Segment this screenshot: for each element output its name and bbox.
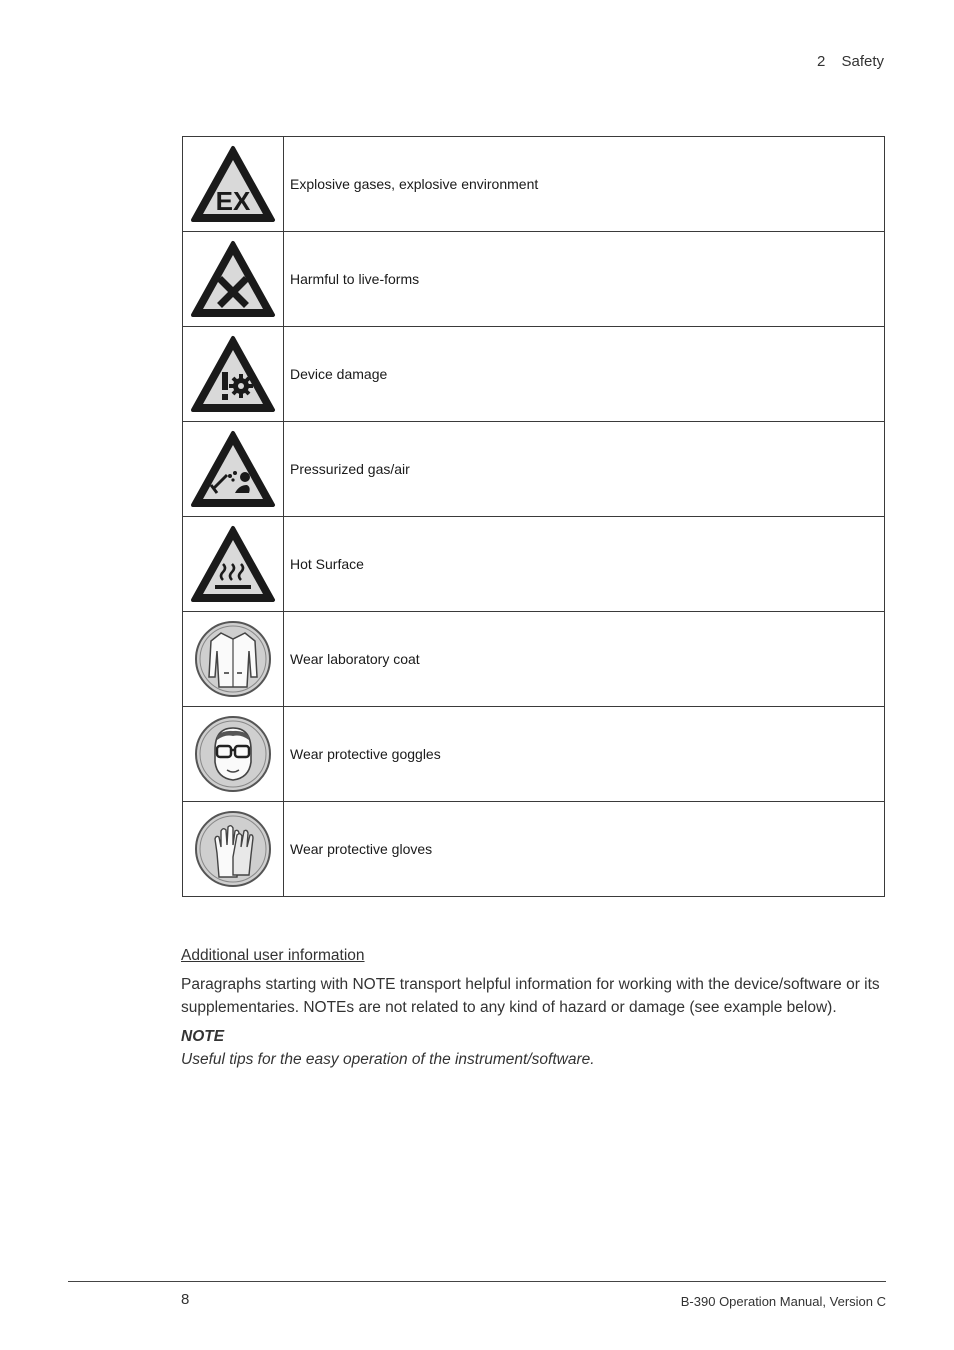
hot-surface-icon — [183, 524, 283, 604]
table-row — [183, 707, 885, 802]
page-number: 8 — [181, 1291, 190, 1308]
footer-divider — [68, 1281, 886, 1282]
symbol-label: Wear protective goggles — [284, 707, 885, 802]
symbol-label: Hot Surface — [284, 517, 885, 612]
section-paragraph: Paragraphs starting with NOTE transport helpful information for working with the device/software or its supplementaries. NOTEs are not related to any kind of hazard or damage (see example below). — [181, 976, 880, 1016]
chapter-number: 2 — [816, 53, 826, 70]
table-row — [183, 802, 885, 897]
section-heading: Additional user information — [181, 947, 365, 964]
table-row — [183, 517, 885, 612]
svg-text:EX: EX — [215, 186, 251, 216]
safety-symbols-table — [182, 136, 885, 897]
running-header — [817, 53, 884, 70]
symbol-label: Wear laboratory coat — [284, 612, 885, 707]
table-row — [183, 612, 885, 707]
pressurized-gas-icon — [183, 429, 283, 509]
table-row — [183, 422, 885, 517]
table-row — [183, 232, 885, 327]
lab-coat-icon — [183, 619, 283, 699]
symbol-label: Device damage — [284, 327, 885, 422]
document-title: B-390 Operation Manual, Version C — [680, 1294, 886, 1309]
device-damage-icon — [183, 334, 283, 414]
symbol-label: Harmful to live-forms — [284, 232, 885, 327]
symbol-label: Explosive gases, explosive environment — [284, 137, 885, 232]
harmful-icon — [183, 239, 283, 319]
symbol-label: Wear protective gloves — [284, 802, 885, 897]
explosive-atmosphere-icon — [183, 144, 283, 224]
table-row — [183, 327, 885, 422]
chapter-title: Safety — [841, 53, 884, 70]
table-row — [183, 137, 885, 232]
gloves-icon — [183, 809, 283, 889]
additional-user-information — [181, 944, 887, 1071]
goggles-icon — [183, 714, 283, 794]
note-title: NOTE — [181, 1028, 225, 1045]
note-text: Useful tips for the easy operation of the instrument/software. — [181, 1051, 595, 1068]
symbol-label: Pressurized gas/air — [284, 422, 885, 517]
